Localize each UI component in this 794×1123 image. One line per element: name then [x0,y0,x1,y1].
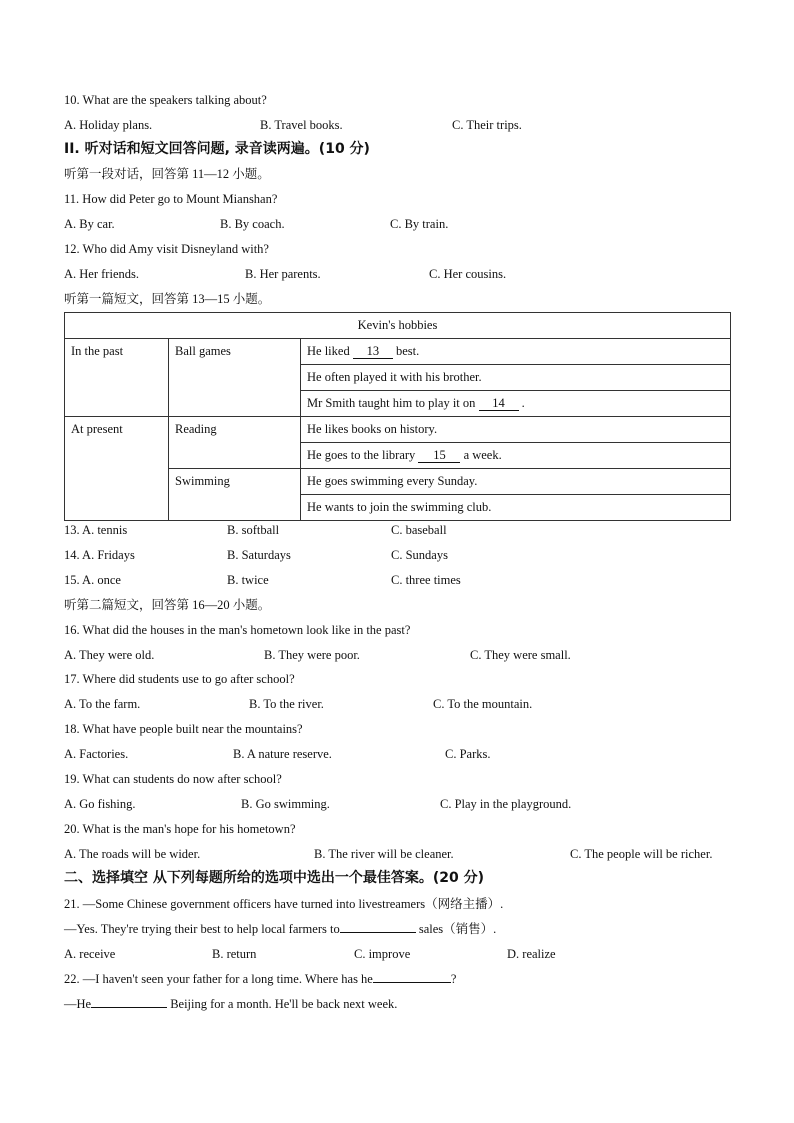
q10-option-a: A. Holiday plans. [64,118,153,132]
q22-blank-2 [91,1007,167,1008]
hobby-swimming: Swimming [169,469,301,521]
q15-option-a: 15. A. once [64,573,121,587]
section-2-heading: II. 听对话和短文回答问题, 录音读两遍。(10 分) [64,141,370,157]
q21-line-2: —Yes. They're trying their best to help local farmers to sales（销售）. [64,922,497,936]
q17-option-a: A. To the farm. [64,697,141,711]
blank-13: 13 [353,344,393,359]
q21-option-d: D. realize [507,947,556,961]
blank-15: 15 [418,448,460,463]
q18-option-b: B. A nature reserve. [233,747,332,761]
q12-option-a: A. Her friends. [64,267,139,281]
q21-blank [340,932,416,933]
q21-option-a: A. receive [64,947,116,961]
q12-option-b: B. Her parents. [245,267,321,281]
q20-option-c: C. The people will be richer. [570,847,713,861]
table-cell: He often played it with his brother. [301,365,731,391]
q14-option-a: 14. A. Fridays [64,548,135,562]
q19-option-b: B. Go swimming. [241,797,330,811]
q22-line-1: 22. —I haven't seen your father for a long time. Where has he ? [64,972,457,986]
q10-stem: 10. What are the speakers talking about? [64,93,267,107]
q15-option-b: B. twice [227,573,269,587]
row-label-present: At present [65,417,169,521]
blank-14: 14 [479,396,519,411]
q21-option-b: B. return [212,947,257,961]
hobby-reading: Reading [169,417,301,469]
q17-option-c: C. To the mountain. [433,697,533,711]
passage1-instruction: 听第一篇短文，回答第 13—15 小题。 [64,292,271,306]
q16-stem: 16. What did the houses in the man's hometown look like in the past? [64,623,411,637]
table-cell: He likes books on history. [301,417,731,443]
q11-option-b: B. By coach. [220,217,285,231]
q12-option-c: C. Her cousins. [429,267,507,281]
q13-option-a: 13. A. tennis [64,523,128,537]
q10-option-b: B. Travel books. [260,118,343,132]
hobbies-table [64,312,731,521]
q10-option-c: C. Their trips. [452,118,522,132]
row-label-past: In the past [65,339,169,417]
table-cell-14: Mr Smith taught him to play it on 14 . [301,391,731,417]
q16-option-a: A. They were old. [64,648,155,662]
q18-stem: 18. What have people built near the mountains? [64,722,303,736]
q18-option-a: A. Factories. [64,747,129,761]
q20-option-a: A. The roads will be wider. [64,847,201,861]
q17-stem: 17. Where did students use to go after school? [64,672,295,686]
q11-option-c: C. By train. [390,217,449,231]
hobby-ball-games: Ball games [169,339,301,417]
q12-stem: 12. Who did Amy visit Disneyland with? [64,242,269,256]
table-cell: He wants to join the swimming club. [301,495,731,521]
q13-option-c: C. baseball [391,523,447,537]
q19-option-a: A. Go fishing. [64,797,136,811]
table-cell-13: He liked 13 best. [301,339,731,365]
q18-option-c: C. Parks. [445,747,491,761]
q17-option-b: B. To the river. [249,697,324,711]
table-cell: He goes swimming every Sunday. [301,469,731,495]
cloze-section-heading: 二、选择填空 从下列每题所给的选项中选出一个最佳答案。(20 分) [64,870,485,886]
q21-option-c: C. improve [354,947,411,961]
table-cell-15: He goes to the library 15 a week. [301,443,731,469]
q16-option-c: C. They were small. [470,648,571,662]
dialog1-instruction: 听第一段对话，回答第 11—12 小题。 [64,167,270,181]
q21-line-1: 21. —Some Chinese government officers have turned into livestreamers（网络主播）. [64,897,504,911]
q22-blank-1 [373,982,451,983]
q16-option-b: B. They were poor. [264,648,360,662]
q14-option-c: C. Sundays [391,548,448,562]
q14-option-b: B. Saturdays [227,548,291,562]
q19-option-c: C. Play in the playground. [440,797,572,811]
q20-stem: 20. What is the man's hope for his hometown? [64,822,296,836]
q15-option-c: C. three times [391,573,461,587]
q22-line-2: —He Beijing for a month. He'll be back next week. [64,997,398,1011]
q11-option-a: A. By car. [64,217,115,231]
q13-option-b: B. softball [227,523,280,537]
table-caption: Kevin's hobbies [65,313,731,339]
q19-stem: 19. What can students do now after school? [64,772,282,786]
q20-option-b: B. The river will be cleaner. [314,847,454,861]
passage2-instruction: 听第二篇短文，回答第 16—20 小题。 [64,598,271,612]
q11-stem: 11. How did Peter go to Mount Mianshan? [64,192,278,206]
